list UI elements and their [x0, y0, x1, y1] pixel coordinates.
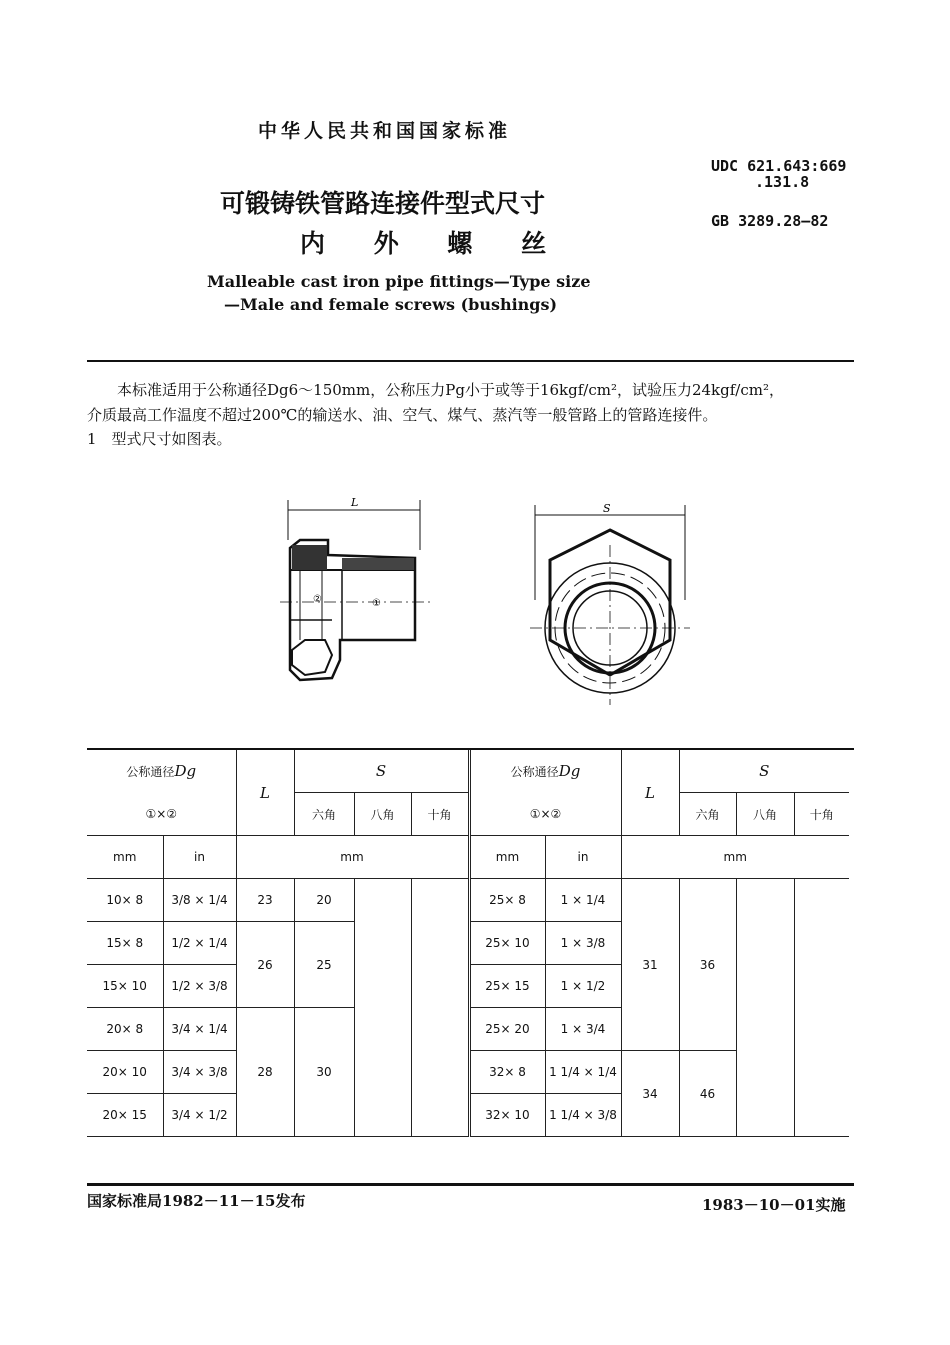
table-cell-in: 3/8 × 1/4: [163, 879, 236, 922]
table-row: 25× 20: [469, 1008, 545, 1051]
header-dec-left: 十角: [411, 793, 469, 836]
unit-mm-span-left: mm: [236, 836, 469, 879]
end-view: [530, 505, 690, 705]
table-cell-s: 25: [294, 922, 354, 1008]
side-view: [280, 500, 430, 680]
issue-date: 国家标准局1982－11－15发布: [87, 1192, 306, 1210]
table-cell-in: 1/2 × 3/8: [163, 965, 236, 1008]
scope-line-2: 介质最高工作温度不超过200℃的输送水、油、空气、煤气、蒸汽等一般管路上的管路连接件。: [87, 406, 718, 424]
table-row: 25× 10: [469, 922, 545, 965]
header-combo-left: ①×②: [87, 793, 236, 836]
title-cn-line-2: 内 外 螺 丝: [300, 229, 567, 258]
header-s-left: S: [294, 750, 469, 793]
header-dg-left: 公称通径Dg: [87, 750, 236, 793]
table-cell-oct-empty: [354, 879, 411, 1137]
unit-mm-right: mm: [469, 836, 545, 879]
table-row: 15× 8: [87, 922, 163, 965]
table-row: 20× 10: [87, 1051, 163, 1094]
dimension-table: [87, 750, 849, 1137]
table-row: 25× 8: [469, 879, 545, 922]
unit-mm-span-right: mm: [621, 836, 849, 879]
table-row: 10× 8: [87, 879, 163, 922]
issuing-country-heading: 中华人民共和国国家标准: [258, 120, 512, 142]
table-row: 32× 8: [469, 1051, 545, 1094]
table-cell-in: 3/4 × 3/8: [163, 1051, 236, 1094]
header-dg-right: 公称通径Dg: [469, 750, 621, 793]
udc-line-2: .131.8: [755, 173, 810, 191]
gb-number: GB 3289.28—82: [711, 212, 829, 230]
header-l-left: L: [236, 750, 294, 836]
unit-mm-left: mm: [87, 836, 163, 879]
table-cell-l: 31: [621, 879, 679, 1051]
header-rule: [87, 360, 854, 362]
dimension-l-label: L: [351, 496, 359, 509]
udc-line-1: UDC 621.643:669: [711, 157, 847, 175]
table-cell-in: 1 1/4 × 3/8: [545, 1094, 621, 1137]
table-cell-in: 1 × 3/8: [545, 922, 621, 965]
part-2-mark: ②: [313, 594, 322, 605]
table-cell-s: 20: [294, 879, 354, 922]
header-oct-left: 八角: [354, 793, 411, 836]
effective-date: 1983－10－01实施: [702, 1196, 846, 1214]
table-cell-s: 36: [679, 879, 736, 1051]
title-en-line-1: Malleable cast iron pipe fittings—Type size: [207, 272, 591, 291]
table-cell-in: 1 1/4 × 1/4: [545, 1051, 621, 1094]
title-cn-line-1: 可锻铸铁管路连接件型式尺寸: [220, 189, 546, 218]
header-hex-right: 六角: [679, 793, 736, 836]
header-combo-right: ①×②: [469, 793, 621, 836]
table-cell-dec-empty: [411, 879, 469, 1137]
bushing-drawing: [270, 490, 690, 705]
header-l-right: L: [621, 750, 679, 836]
table-row: 25× 15: [469, 965, 545, 1008]
table-row: 20× 15: [87, 1094, 163, 1137]
udc-code: [711, 158, 846, 190]
part-1-mark: ①: [372, 598, 381, 609]
table-cell-in: 1 × 1/4: [545, 879, 621, 922]
footer-rule: [87, 1183, 854, 1186]
table-cell-in: 3/4 × 1/4: [163, 1008, 236, 1051]
table-cell-in: 3/4 × 1/2: [163, 1094, 236, 1137]
header-s-right: S: [679, 750, 849, 793]
table-cell-in: 1 × 3/4: [545, 1008, 621, 1051]
table-cell-l: 28: [236, 1008, 294, 1137]
header-hex-left: 六角: [294, 793, 354, 836]
header-dec-right: 十角: [794, 793, 849, 836]
unit-in-left: in: [163, 836, 236, 879]
table-row: 15× 10: [87, 965, 163, 1008]
table-cell-l: 26: [236, 922, 294, 1008]
table-cell-oct-empty: [736, 879, 794, 1137]
table-row: 20× 8: [87, 1008, 163, 1051]
table-cell-l: 23: [236, 879, 294, 922]
header-oct-right: 八角: [736, 793, 794, 836]
table-cell-dec-empty: [794, 879, 849, 1137]
table-row: 32× 10: [469, 1094, 545, 1137]
table-cell-in: 1 × 1/2: [545, 965, 621, 1008]
scope-line-1: 本标准适用于公称通径Dg6～150mm，公称压力Pg小于或等于16kgf/cm²，试验压力24kgf/cm²，: [117, 381, 784, 399]
table-cell-s: 30: [294, 1008, 354, 1137]
table-cell-l: 34: [621, 1051, 679, 1137]
unit-in-right: in: [545, 836, 621, 879]
dimension-s-label: S: [603, 502, 611, 515]
table-cell-s: 46: [679, 1051, 736, 1137]
section-1-heading: 1 型式尺寸如图表。: [87, 430, 232, 448]
title-en-line-2: —Male and female screws (bushings): [224, 295, 558, 314]
table-cell-in: 1/2 × 1/4: [163, 922, 236, 965]
